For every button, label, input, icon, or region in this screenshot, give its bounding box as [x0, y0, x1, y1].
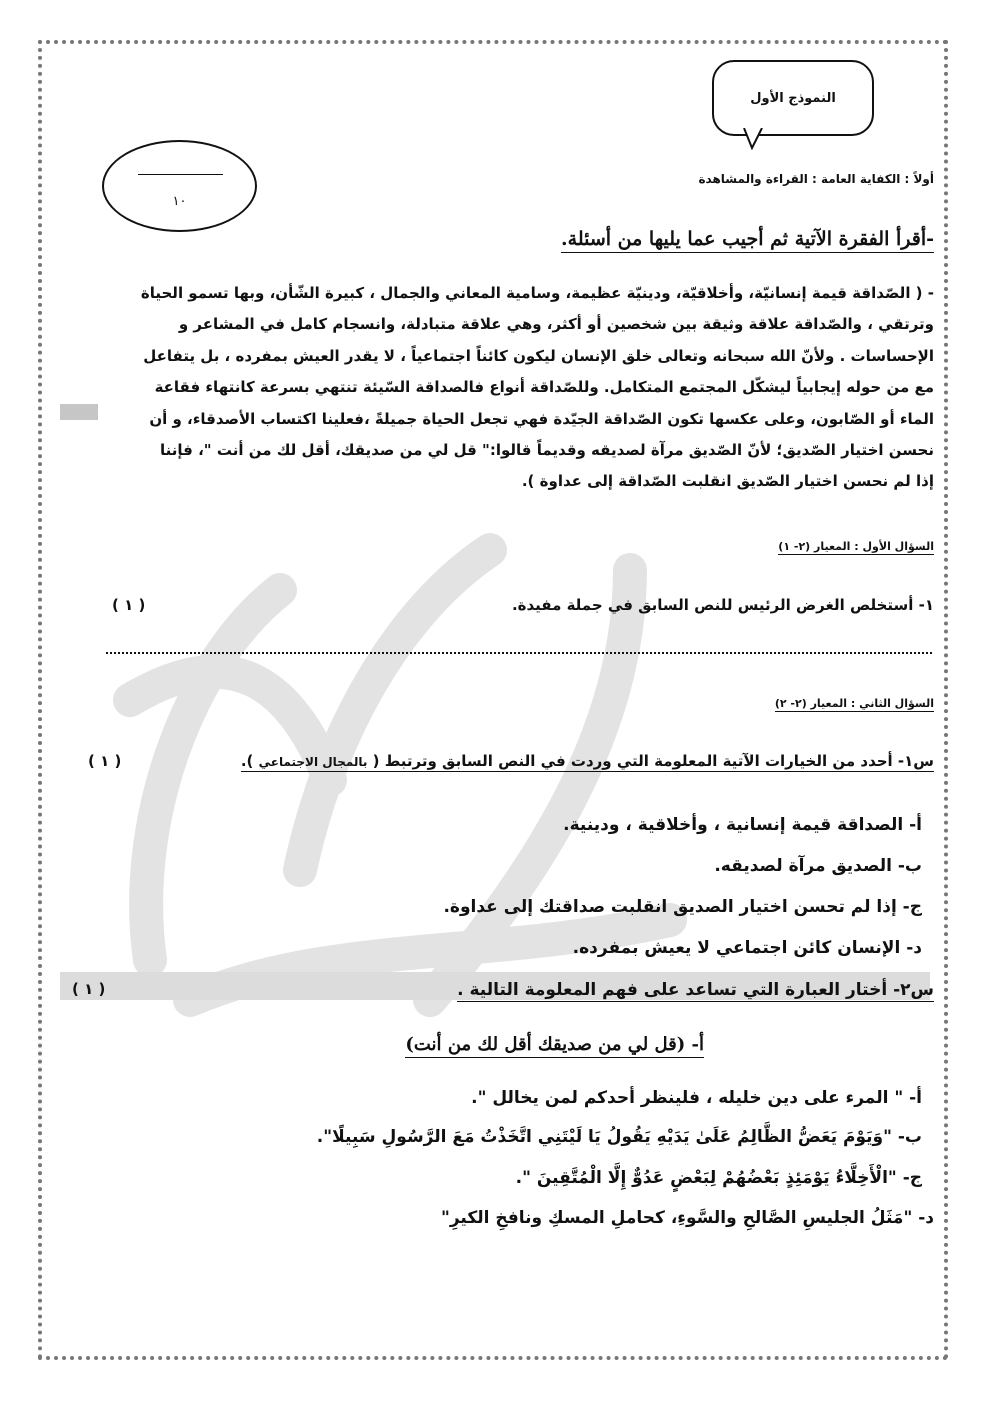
- score-line: [138, 174, 223, 175]
- s1-question-text: [241, 752, 934, 772]
- passage-line: وترتقي ، والصّداقة علاقة وثيقة بين شخصين أو أكثر، وهي علاقة متبادلة، وانسجام كامل في المشاعر و: [178, 315, 934, 334]
- section-heading: أولاً : الكفاية العامة : القراءة والمشاهدة: [698, 172, 934, 186]
- s1-option-a[interactable]: أ- الصداقة قيمة إنسانية ، وأخلاقية ، ودينية.: [563, 815, 922, 835]
- s1-option-b[interactable]: ب- الصديق مرآة لصديقه.: [714, 856, 922, 876]
- s1-option-d[interactable]: د- الإنسان كائن اجتماعي لا يعيش بمفرده.: [572, 938, 922, 958]
- question2-heading: السؤال الثاني : المعيار (٢- ٢): [774, 697, 934, 710]
- s1-mark: ( ١ ): [88, 752, 122, 770]
- passage-line: نحسن اختيار الصّديق؛ لأنّ الصّديق مرآة لصديقه وقديماً قالوا:" قل لي من صديقك، أقل لك من أنت "، فإننا: [160, 441, 934, 460]
- reading-passage: [56, 278, 934, 498]
- s2-option-b[interactable]: ب- "وَيَوْمَ يَعَضُّ الظَّالِمُ عَلَىٰ يَدَيْهِ يَقُولُ يَا لَيْتَنِي اتَّخَذْتُ مَعَ الرَّسُولِ سَبِيلًا".: [316, 1127, 922, 1147]
- passage-line: مع من حوله إيجابياً ليشكّل المجتمع المتكامل. وللصّداقة أنواع فالصداقة السّيئة تنتهي بسرعة كانتهاء فقاعة: [154, 378, 934, 397]
- s2-option-a[interactable]: أ- " المرء على دين خليله ، فلينظر أحدكم لمن يخالل ".: [471, 1088, 922, 1108]
- model-label: النموذج الأول: [750, 90, 836, 106]
- score-max: ١٠: [172, 194, 187, 209]
- passage-line: الإحساسات . ولأنّ الله سبحانه وتعالى خلق الإنسان ليكون كائناً اجتماعياً ، لا يقدر العيش بمفرده ، بل يتفاعل: [143, 346, 934, 365]
- question1-text: ١- أستخلص الغرض الرئيس للنص السابق في جملة مفيدة.: [511, 596, 934, 614]
- model-label-box: [712, 60, 874, 136]
- grade-oval: [102, 140, 257, 232]
- passage-line: - ( الصّداقة قيمة إنسانيّة، وأخلاقيّة، ودينيّة عظيمة، وسامية المعاني والجمال ، كبيرة الشّأن، وبها تسمو الحياة: [140, 284, 934, 302]
- s2-question-text: س٢- أختار العبارة التي تساعد على فهم المعلومة التالية .: [457, 980, 934, 1000]
- s2-quote: أ- (قل لي من صديقك أقل لك من أنت): [405, 1034, 704, 1058]
- s1-text: س١- أحدد من الخيارات الآتية المعلومة التي وردت في النص السابق وترتبط (: [372, 752, 934, 770]
- s2-option-d[interactable]: د- "مَثَلُ الجليسِ الصَّالحِ والسَّوءِ، كحاملِ المسكِ ونافخِ الكيرِ": [441, 1208, 934, 1228]
- s1-option-c[interactable]: ج- إذا لم تحسن اختيار الصديق انقلبت صداقتك إلى عداوة.: [443, 897, 922, 917]
- answer-line[interactable]: [106, 652, 932, 654]
- question1-heading: السؤال الأول : المعيار (٢- ١): [778, 540, 934, 553]
- s2-option-c[interactable]: ج- "الْأَخِلَّاءُ يَوْمَئِذٍ بَعْضُهُمْ لِبَعْضٍ عَدُوٌّ إِلَّا الْمُتَّقِينَ ".: [515, 1168, 922, 1188]
- s1-tag: بالمجال الاجتماعي: [258, 755, 368, 769]
- question1-mark: ( ١ ): [112, 596, 146, 614]
- passage-line: إذا لم نحسن اختيار الصّديق انقلبت الصّداقة إلى عداوة ).: [521, 472, 934, 491]
- passage-line: الماء أو الصّابون، وعلى عكسها تكون الصّداقة الجيّدة فهي تجعل الحياة جميلةً ،فعلينا اكتساب الأصدقاء، و أن: [149, 409, 934, 428]
- s2-mark: ( ١ ): [72, 980, 106, 998]
- reading-instruction: -أقرأ الفقرة الآتية ثم أجيب عما يليها من أسئلة.: [561, 228, 934, 253]
- s1-close: ).: [240, 752, 254, 770]
